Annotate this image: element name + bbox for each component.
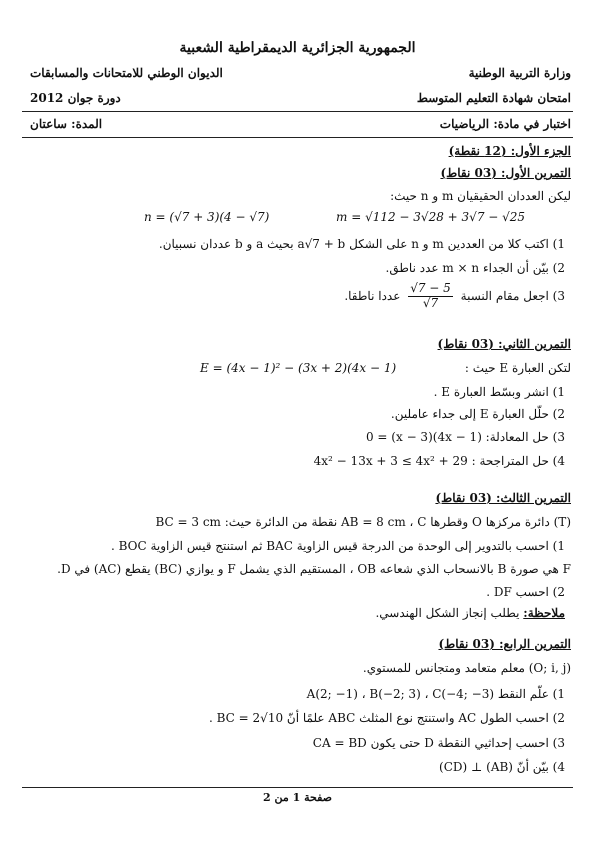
ex1-n-expression: n = (√7 + 3)(4 − √7) xyxy=(144,210,270,224)
ex2-question-2: 2) حلّل العبارة E إلى جداء عاملين. xyxy=(390,407,565,421)
ex4-question-1: 1) علّم النقط A(2; −1) ، B(−2; 3) ، C(−4; −3) xyxy=(306,687,565,701)
ex3-note xyxy=(375,607,565,621)
ex3-question-2: 2) احسب DF . xyxy=(486,585,565,599)
ex1-title: التمرين الأول: (03 نقاط) xyxy=(440,166,571,180)
ex1-question-2: 2) بيّن أن الجداء m × n عدد ناطق. xyxy=(385,261,565,275)
ex1-fraction-numerator: √7 − 5 xyxy=(410,281,451,295)
ex3-translation-statement: F هي صورة B بالانسحاب الذي شعاعه OB ، المستقيم الذي يشمل F و يوازي (BC) يقطع (AC) في D. xyxy=(57,562,571,576)
ex1-question-1: 1) اكتب كلا من العددين m و n على الشكل a√7 + b بحيث a و b عددان نسبيان. xyxy=(158,237,565,251)
ex3-note-label: ملاحظة: xyxy=(523,606,565,620)
office-label: الديوان الوطني للامتحانات والمسابقات xyxy=(30,66,223,80)
ministry-label: وزارة التربية الوطنية xyxy=(468,66,571,80)
subject-label: اختبار في مادة: الرياضيات xyxy=(439,117,571,131)
exam-label: امتحان شهادة التعليم المتوسط xyxy=(416,91,571,105)
ex1-question-3-tail: عددا ناطقا. xyxy=(344,288,401,303)
ex1-question-3 xyxy=(344,282,565,311)
duration-label: المدة: ساعتان xyxy=(30,117,103,131)
ex4-intro: (O; i, j) معلم متعامد ومتجانس للمستوي. xyxy=(362,661,571,675)
ex4-question-3: 3) احسب إحداثيي النقطة D حتى يكون CA = BD xyxy=(312,736,565,750)
ex2-title: التمرين الثاني: (03 نقاط) xyxy=(437,337,571,351)
ex3-title: التمرين الثالث: (03 نقاط) xyxy=(435,491,571,505)
ex1-question-3-text: 3) اجعل مقام النسبة xyxy=(460,288,565,303)
footer-divider xyxy=(22,787,573,788)
ex4-question-4: 4) بيّن أنّ (AB) ⊥ (CD) xyxy=(439,760,565,774)
header-divider-bottom xyxy=(22,137,573,138)
ex4-question-2: 2) احسب الطول AC واستنتج نوع المثلث ABC علمًا أنّ BC = 2√10 . xyxy=(208,711,565,725)
ex3-intro: (T) دائرة مركزها O وقطرها AB = 8 cm ، C نقطة من الدائرة حيث: BC = 3 cm xyxy=(155,515,571,529)
ex3-note-text: يطلب إنجاز الشكل الهندسي. xyxy=(375,606,520,620)
ex1-m-expression: m = √112 − 3√28 + 3√7 − √25 xyxy=(336,210,526,224)
session-label: دورة جوان 2012 xyxy=(30,91,121,105)
republic-title: الجمهورية الجزائرية الديمقراطية الشعبية xyxy=(179,40,416,56)
ex1-fraction xyxy=(408,282,453,311)
ex2-expression: E = (4x − 1)² − (3x + 2)(4x − 1) xyxy=(200,361,397,375)
ex1-fraction-denominator: √7 xyxy=(422,295,439,310)
page-number: صفحة 1 من 2 xyxy=(263,791,332,804)
header-divider-top xyxy=(22,111,573,112)
ex4-title: التمرين الرابع: (03 نقاط) xyxy=(438,637,571,651)
ex3-question-1: 1) احسب بالتدوير إلى الوحدة من الدرجة قيس الزاوية BAC ثم استنتج قيس الزاوية BOC . xyxy=(110,539,565,553)
ex2-question-3: 3) حل المعادلة: (4x − 1)(x − 3) = 0 xyxy=(365,430,565,444)
part1-title: الجزء الأول: (12 نقطة) xyxy=(448,144,571,158)
ex2-question-4: 4) حل المتراجحة : 4x² − 13x + 3 ≤ 4x² + 29 xyxy=(313,454,565,468)
ex2-question-1: 1) انشر وبسّط العبارة E . xyxy=(433,385,565,399)
ex2-intro: لتكن العبارة E حيث : xyxy=(464,361,571,375)
ex1-intro: ليكن العددان الحقيقيان m و n حيث: xyxy=(390,189,571,203)
